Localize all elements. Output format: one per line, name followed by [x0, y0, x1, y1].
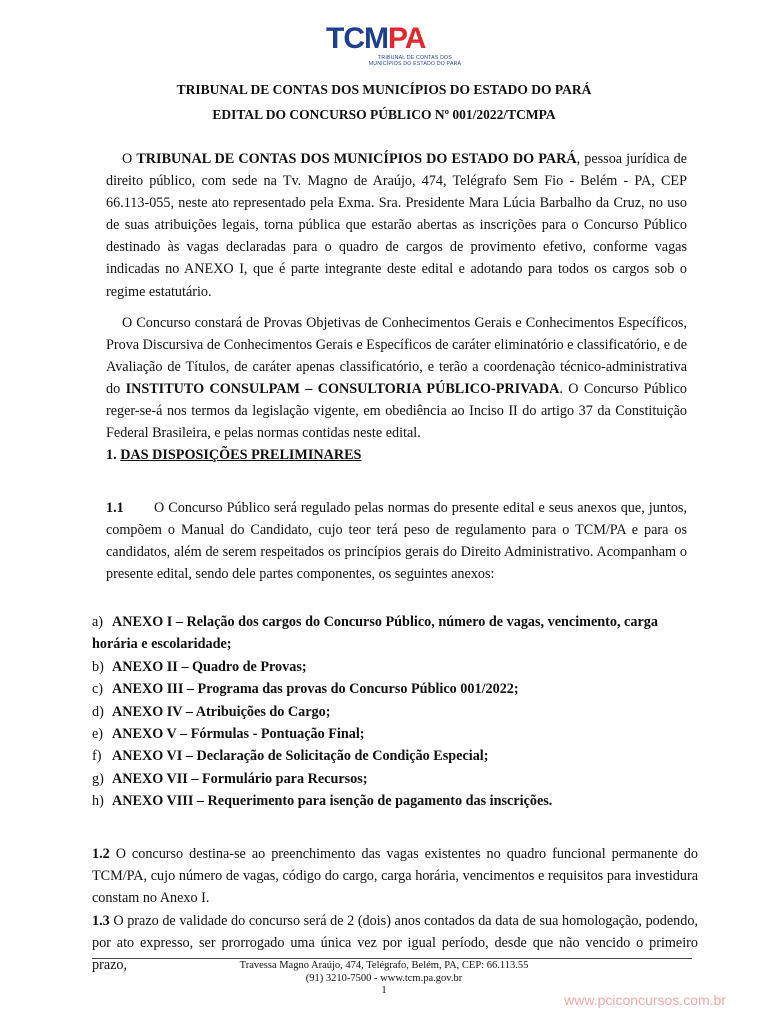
list-item: g) ANEXO VII – Formulário para Recursos;: [92, 770, 368, 787]
logo-wordmark: [326, 24, 425, 54]
watermark-url: www.pciconcursos.com.br: [564, 992, 726, 1008]
item-1-2: [92, 843, 698, 909]
header-institution: TRIBUNAL DE CONTAS DOS MUNICÍPIOS DO ESTADO DO PARÁ: [176, 82, 592, 97]
item-1-2-text: O concurso destina-se ao preenchimento das vagas existentes no quadro funcional permanente do TCM/PA, cujo número de vagas, código do cargo, carga horária, vencimentos e requisitos para investidura constam no Anexo I.: [92, 846, 698, 907]
intro-paragraph-2: O Concurso constará de Provas Objetivas de Conhecimentos Gerais e Conhecimentos Específicos, Prova Discursiva de Conhecimentos Gerais e Específicos de caráter eliminatório e classificatório, e de Avaliação de Títulos, de caráter apenas classificatório, e terão a coordenação técnico-administrativa do INSTITUTO CONSULPAM – CONSULTORIA PÚBLICO-PRIVADA. O Concurso Público reger-se-á nos termos da legislação vigente, em obediência ao Inciso II do artigo 37 da Constituição Federal Brasileira, e pelas normas contidas neste edital.: [106, 315, 687, 442]
organizer-name: INSTITUTO CONSULPAM – CONSULTORIA PÚBLICO-PRIVADA: [125, 381, 560, 398]
footer-divider: [92, 958, 692, 959]
item-1-2-number: 1.2: [92, 846, 110, 862]
item-1-1: [106, 497, 687, 585]
annex-list: [92, 611, 698, 813]
logo-text-pa: PA: [387, 22, 426, 55]
list-item: h) ANEXO VIII – Requerimento para isenção de pagamento das inscrições.: [92, 793, 553, 810]
list-item: a) ANEXO I – Relação dos cargos do Concurso Público, número de vagas, vencimento, carga horária e escolaridade;: [92, 614, 658, 653]
logo-subtitle: TRIBUNAL DE CONTAS DOS MUNICÍPIOS DO ESTADO DO PARÁ: [368, 55, 462, 67]
header-edital-title: EDITAL DO CONCURSO PÚBLICO Nº 001/2022/TCMPA: [212, 107, 556, 122]
item-1-3-number: 1.3: [92, 913, 110, 929]
page-number: 1: [381, 985, 387, 996]
tcmpa-logo: [326, 24, 466, 72]
section-1-heading: 1. DAS DISPOSIÇÕES PRELIMINARES: [106, 447, 362, 463]
logo-text-tcm: TCM: [326, 22, 388, 55]
section-1-title: DAS DISPOSIÇÕES PRELIMINARES: [120, 447, 362, 463]
list-item: e) ANEXO V – Fórmulas - Pontuação Final;: [92, 726, 365, 743]
item-1-1-number: 1.1: [106, 500, 124, 516]
list-item: c) ANEXO III – Programa das provas do Concurso Público 001/2022;: [92, 681, 519, 698]
list-item: d) ANEXO IV – Atribuições do Cargo;: [92, 703, 331, 720]
footer-contact: (91) 3210-7500 - www.tcm.pa.gov.br: [305, 972, 463, 984]
list-item: b) ANEXO II – Quadro de Provas;: [92, 658, 307, 675]
intro-paragraph-1: O TRIBUNAL DE CONTAS DOS MUNICÍPIOS DO ESTADO DO PARÁ, pessoa jurídica de direito público, com sede na Tv. Magno de Araújo, 474, Telégrafo Sem Fio - Belém - PA, CEP 66.113-055, neste ato representado pela Exma. Sra. Presidente Mara Lúcia Barbalho da Cruz, no uso de suas atribuições legais, torna pública que estarão abertas as inscrições para o Concurso Público destinado às vagas declaradas para o quadro de cargos de provimento efetivo, conforme vagas indicadas no ANEXO I, que é parte integrante deste edital e adotando para todos os cargos sob o regime estatutário.: [106, 151, 687, 300]
item-1-3-text: O prazo de validade do concurso será de 2 (dois) anos contados da data de sua homologação, podendo, por ato expresso, ser prorrogado uma única vez por igual período, desde que não vencido o primeiro prazo,: [92, 913, 698, 974]
intro-institution-name: TRIBUNAL DE CONTAS DOS MUNICÍPIOS DO ESTADO DO PARÁ: [136, 151, 577, 167]
list-item: f) ANEXO VI – Declaração de Solicitação de Condição Especial;: [92, 748, 489, 765]
footer-address: Travessa Magno Araújo, 474, Telégrafo, Belém, PA, CEP: 66.113.55: [239, 960, 529, 971]
item-1-1-text: O Concurso Público será regulado pelas normas do presente edital e seus anexos que, juntos, compõem o Manual do Candidato, cujo teor terá peso de regulamento para o TCM/PA e para os candidatos, além de serem respeitados os princípios gerais do Direito Administrativo. Acompanham o presente edital, sendo dele partes componentes, os seguintes anexos:: [106, 500, 687, 583]
